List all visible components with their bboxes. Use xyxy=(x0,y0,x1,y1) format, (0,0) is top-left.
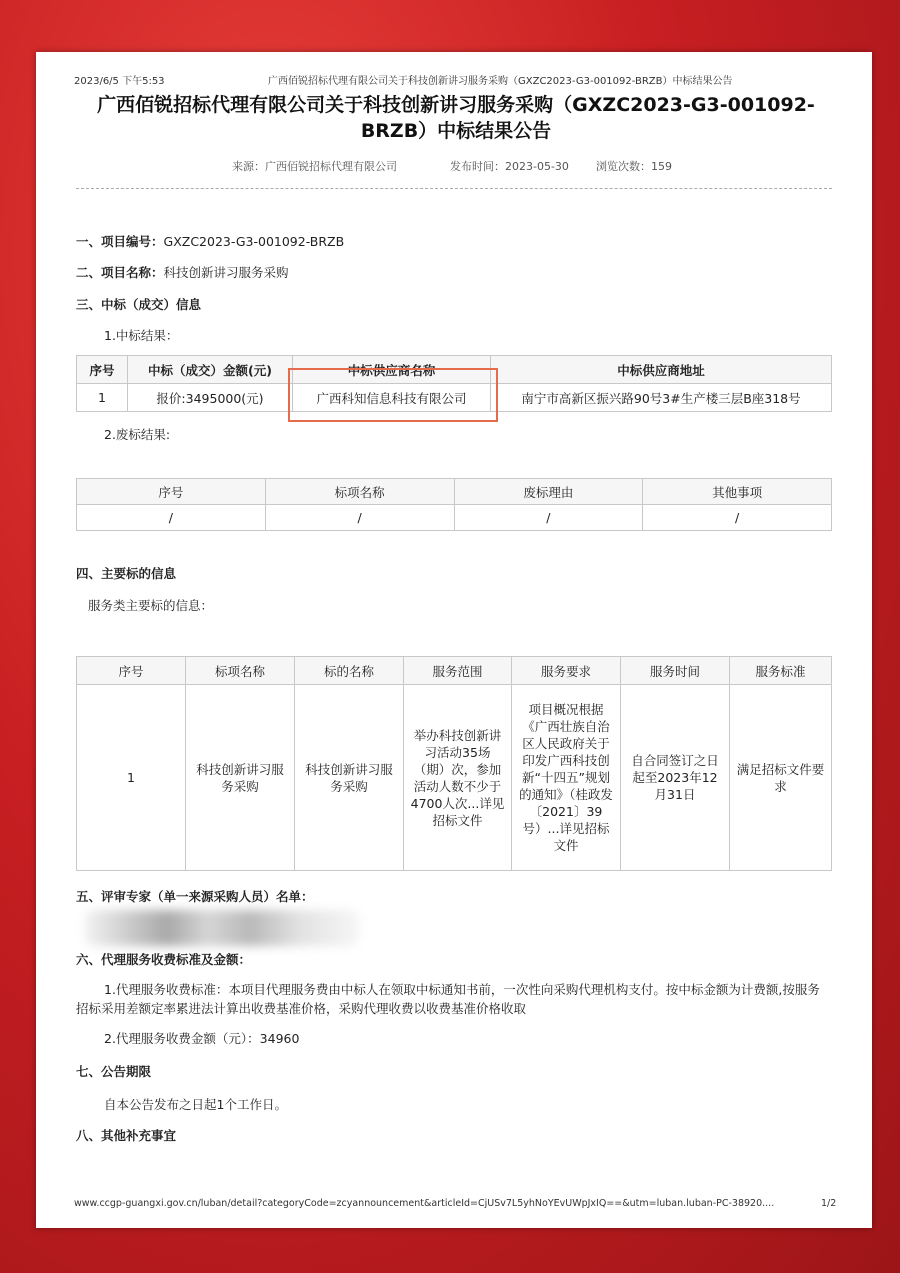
meta-source: 来源：广西佰锐招标代理有限公司 xyxy=(232,160,397,173)
winner-name-cell: 广西科知信息科技有限公司 xyxy=(293,384,491,412)
page-number: 1/2 xyxy=(821,1198,837,1209)
fee-amount: 2.代理服务收费金额（元）：34960 xyxy=(104,1031,300,1046)
cell: / xyxy=(454,505,643,531)
table-header-row xyxy=(77,657,832,685)
section-project-name xyxy=(76,263,289,281)
failed-bid-label: 2.废标结果: xyxy=(104,427,171,442)
notice-period-text: 自本公告发布之日起1个工作日。 xyxy=(104,1097,287,1112)
section-label: 二、项目名称： xyxy=(76,265,164,280)
section-experts: 五、评审专家（单一来源采购人员）名单： xyxy=(76,889,314,904)
document-page xyxy=(36,52,872,1228)
redacted-names xyxy=(84,910,360,946)
failed-bid-table xyxy=(76,478,832,531)
col-header: 服务标准 xyxy=(730,657,832,685)
print-date: 2023/6/5 下午5:53 xyxy=(74,76,165,87)
project-number: GXZC2023-G3-001092-BRZB xyxy=(163,234,345,249)
col-header: 服务范围 xyxy=(404,657,512,685)
award-result-label: 1.中标结果： xyxy=(104,328,179,343)
col-header: 中标（成交）金额(元) xyxy=(128,356,293,384)
col-header: 标的名称 xyxy=(295,657,404,685)
project-name: 科技创新讲习服务采购 xyxy=(163,265,289,280)
service-subject-label: 服务类主要标的信息： xyxy=(88,598,214,613)
cell xyxy=(730,685,832,871)
award-table xyxy=(76,355,832,412)
cell xyxy=(404,685,512,871)
cell-text: 科技创新讲习服务采购 xyxy=(196,761,284,794)
section-main-subject: 四、主要标的信息 xyxy=(76,566,177,581)
col-header: 服务时间 xyxy=(621,657,730,685)
meta-publish-time: 发布时间：2023-05-30 xyxy=(450,160,569,173)
cell xyxy=(186,685,295,871)
cell-text: 1 xyxy=(127,770,135,785)
section-agency-fee: 六、代理服务收费标准及金额： xyxy=(76,952,252,967)
col-header: 序号 xyxy=(77,657,186,685)
table-header-row xyxy=(77,479,832,505)
cell-text: 自合同签订之日起至2023年12月31日 xyxy=(631,753,719,802)
table-header-row xyxy=(77,356,832,384)
cell: / xyxy=(77,505,266,531)
cell: / xyxy=(265,505,454,531)
table-row xyxy=(77,384,832,412)
section-notice-period: 七、公告期限 xyxy=(76,1064,152,1079)
col-header: 标项名称 xyxy=(265,479,454,505)
section-award-info: 三、中标（成交）信息 xyxy=(76,297,202,312)
cell: 1 xyxy=(77,384,128,412)
fee-standard-paragraph: 1.代理服务收费标准：本项目代理服务费由中标人在领取中标通知书前，一次性向采购代理机构支付。按中标金额为计费额,按服务招标采用差额定率累进法计算出收费基准价格，采购代理收费以收费基准价格收取 xyxy=(76,982,820,1016)
subject-table xyxy=(76,656,832,871)
cell: 南宁市高新区振兴路90号3#生产楼三层B座318号 xyxy=(491,384,832,412)
col-header: 序号 xyxy=(77,356,128,384)
col-header: 标项名称 xyxy=(186,657,295,685)
col-header: 服务要求 xyxy=(512,657,621,685)
cell-text: 项目概况根据《广西壮族自治区人民政府关于印发广西科技创新“十四五”规划的通知》（桂政发〔2021〕39号）...详见招标文件 xyxy=(519,702,613,853)
col-header: 废标理由 xyxy=(454,479,643,505)
col-header: 序号 xyxy=(77,479,266,505)
col-header: 其他事项 xyxy=(643,479,832,505)
cell: / xyxy=(643,505,832,531)
cell xyxy=(77,685,186,871)
table-row xyxy=(77,505,832,531)
footer-url: www.ccgp-guangxi.gov.cn/luban/detail?categoryCode=zcyannouncement&articleId=CjUSv7L5yhNoYEvUWpJxIQ==&utm=luban.luban-PC-38920.... xyxy=(74,1198,775,1209)
col-header: 中标供应商名称 xyxy=(293,356,491,384)
section-label: 一、项目编号： xyxy=(76,234,164,249)
section-other-matters: 八、其他补充事宜 xyxy=(76,1128,177,1143)
table-row xyxy=(77,685,832,871)
page-title: 广西佰锐招标代理有限公司关于科技创新讲习服务采购（GXZC2023-G3-001092-BRZB）中标结果公告 xyxy=(97,94,815,142)
col-header: 中标供应商地址 xyxy=(491,356,832,384)
cell-text: 科技创新讲习服务采购 xyxy=(305,761,393,794)
meta-views: 浏览次数：159 xyxy=(596,160,672,173)
print-header-title: 广西佰锐招标代理有限公司关于科技创新讲习服务采购（GXZC2023-G3-001092-BRZB）中标结果公告 xyxy=(268,76,733,87)
section-project-number xyxy=(76,232,344,250)
cell xyxy=(295,685,404,871)
cell xyxy=(621,685,730,871)
cell-text: 满足招标文件要求 xyxy=(736,761,825,794)
divider xyxy=(76,188,832,189)
cell: 报价:3495000(元) xyxy=(128,384,293,412)
cell-text: 举办科技创新讲习活动35场（期）次，参加活动人数不少于4700人次...详见招标文件 xyxy=(410,727,505,828)
cell xyxy=(512,685,621,871)
